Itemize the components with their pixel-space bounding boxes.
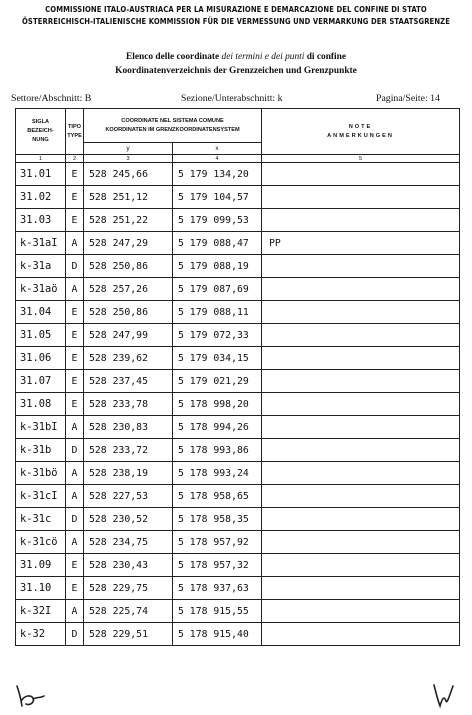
y-coordinate-cell: 528 225,74 xyxy=(84,600,173,623)
x-coordinate-cell: 5 179 104,57 xyxy=(173,186,262,209)
table-row xyxy=(16,600,460,623)
table-row xyxy=(16,439,460,462)
sigla-cell: 31.03 xyxy=(16,209,66,232)
y-coordinate-cell: 528 250,86 xyxy=(84,255,173,278)
sigla-cell: 31.06 xyxy=(16,347,66,370)
x-coordinate-cell: 5 179 034,15 xyxy=(173,347,262,370)
tipo-cell: E xyxy=(66,209,84,232)
page-value: 14 xyxy=(430,93,440,104)
sector-field xyxy=(11,93,91,104)
header-sigla: SIGLA BEZEICH- NUNG xyxy=(16,109,66,155)
table-row xyxy=(16,324,460,347)
y-coordinate-cell: 528 247,99 xyxy=(84,324,173,347)
header-y: y xyxy=(84,143,173,155)
note-cell xyxy=(262,462,460,485)
sigla-cell: 31.02 xyxy=(16,186,66,209)
x-coordinate-cell: 5 178 958,65 xyxy=(173,485,262,508)
table-body xyxy=(16,163,460,646)
page-label: Pagina/Seite: xyxy=(376,93,428,104)
sigla-cell: 31.09 xyxy=(16,554,66,577)
y-coordinate-cell: 528 238,19 xyxy=(84,462,173,485)
list-title-it: Elenco delle coordinate dei termini e dei punti di confine xyxy=(125,52,347,62)
x-coordinate-cell: 5 178 958,35 xyxy=(173,508,262,531)
section-value: k xyxy=(277,93,283,104)
table-row xyxy=(16,577,460,600)
tipo-cell: A xyxy=(66,232,84,255)
header-coordinates: COORDINATE NEL SISTEMA COMUNE KOORDINATEN IM GRENZKOORDINATENSYSTEM xyxy=(84,109,262,143)
note-cell xyxy=(262,485,460,508)
x-coordinate-cell: 5 178 915,40 xyxy=(173,623,262,646)
table-row xyxy=(16,186,460,209)
y-coordinate-cell: 528 251,12 xyxy=(84,186,173,209)
y-coordinate-cell: 528 230,83 xyxy=(84,416,173,439)
sigla-cell: k-31a xyxy=(16,255,66,278)
x-coordinate-cell: 5 179 088,47 xyxy=(173,232,262,255)
header-tipo: TIPO TYPE xyxy=(66,109,84,155)
y-coordinate-cell: 528 230,52 xyxy=(84,508,173,531)
note-cell xyxy=(262,577,460,600)
note-cell: PP xyxy=(262,232,460,255)
tipo-cell: A xyxy=(66,485,84,508)
table-row xyxy=(16,416,460,439)
tipo-cell: A xyxy=(66,462,84,485)
note-cell xyxy=(262,508,460,531)
tipo-cell: D xyxy=(66,623,84,646)
table-row xyxy=(16,370,460,393)
tipo-cell: D xyxy=(66,439,84,462)
table-row xyxy=(16,209,460,232)
y-coordinate-cell: 528 251,22 xyxy=(84,209,173,232)
table-row xyxy=(16,554,460,577)
sigla-cell: k-31cI xyxy=(16,485,66,508)
column-number-row xyxy=(16,155,460,163)
y-coordinate-cell: 528 250,86 xyxy=(84,301,173,324)
table-row xyxy=(16,531,460,554)
tipo-cell: E xyxy=(66,301,84,324)
column-number: 2 xyxy=(66,155,84,163)
table-row xyxy=(16,232,460,255)
tipo-cell: E xyxy=(66,163,84,186)
header-x: x xyxy=(173,143,262,155)
note-cell xyxy=(262,416,460,439)
x-coordinate-cell: 5 179 134,20 xyxy=(173,163,262,186)
tipo-cell: E xyxy=(66,577,84,600)
list-title-de: Koordinatenverzeichnis der Grenzzeichen und Grenzpunkte xyxy=(115,66,357,76)
sigla-cell: k-31bö xyxy=(16,462,66,485)
y-coordinate-cell: 528 229,75 xyxy=(84,577,173,600)
handwritten-signature-right xyxy=(431,681,457,709)
column-number: 5 xyxy=(262,155,460,163)
x-coordinate-cell: 5 178 937,63 xyxy=(173,577,262,600)
sigla-cell: 31.10 xyxy=(16,577,66,600)
table-row xyxy=(16,301,460,324)
sigla-cell: k-31aö xyxy=(16,278,66,301)
sigla-cell: 31.05 xyxy=(16,324,66,347)
y-coordinate-cell: 528 247,29 xyxy=(84,232,173,255)
tipo-cell: A xyxy=(66,600,84,623)
y-coordinate-cell: 528 230,43 xyxy=(84,554,173,577)
tipo-cell: E xyxy=(66,347,84,370)
x-coordinate-cell: 5 178 994,26 xyxy=(173,416,262,439)
table-row xyxy=(16,255,460,278)
note-cell xyxy=(262,278,460,301)
x-coordinate-cell: 5 179 088,19 xyxy=(173,255,262,278)
note-cell xyxy=(262,324,460,347)
y-coordinate-cell: 528 237,45 xyxy=(84,370,173,393)
page-field xyxy=(376,93,440,104)
sigla-cell: 31.01 xyxy=(16,163,66,186)
note-cell xyxy=(262,186,460,209)
y-coordinate-cell: 528 245,66 xyxy=(84,163,173,186)
x-coordinate-cell: 5 179 021,29 xyxy=(173,370,262,393)
coordinates-table xyxy=(15,108,460,646)
table-row xyxy=(16,347,460,370)
sigla-cell: 31.08 xyxy=(16,393,66,416)
table-row xyxy=(16,508,460,531)
sigla-cell: k-31b xyxy=(16,439,66,462)
note-cell xyxy=(262,531,460,554)
tipo-cell: E xyxy=(66,393,84,416)
x-coordinate-cell: 5 179 088,11 xyxy=(173,301,262,324)
x-coordinate-cell: 5 179 072,33 xyxy=(173,324,262,347)
column-number: 1 xyxy=(16,155,66,163)
x-coordinate-cell: 5 178 998,20 xyxy=(173,393,262,416)
column-number: 4 xyxy=(173,155,262,163)
sigla-cell: k-31bI xyxy=(16,416,66,439)
sigla-cell: k-31aI xyxy=(16,232,66,255)
x-coordinate-cell: 5 178 957,92 xyxy=(173,531,262,554)
note-cell xyxy=(262,301,460,324)
sigla-cell: k-32I xyxy=(16,600,66,623)
y-coordinate-cell: 528 229,51 xyxy=(84,623,173,646)
y-coordinate-cell: 528 233,72 xyxy=(84,439,173,462)
table-row xyxy=(16,393,460,416)
tipo-cell: E xyxy=(66,370,84,393)
note-cell xyxy=(262,163,460,186)
commission-title-de: ÖSTERREICHISCH-ITALIENISCHE KOMMISSION FÜR DIE VERMESSUNG UND VERMARKUNG DER STAATSGRENZE xyxy=(22,17,450,26)
tipo-cell: A xyxy=(66,531,84,554)
y-coordinate-cell: 528 234,75 xyxy=(84,531,173,554)
y-coordinate-cell: 528 239,62 xyxy=(84,347,173,370)
x-coordinate-cell: 5 178 993,86 xyxy=(173,439,262,462)
section-field xyxy=(181,93,283,104)
tipo-cell: E xyxy=(66,324,84,347)
x-coordinate-cell: 5 178 915,55 xyxy=(173,600,262,623)
header-note: NOTE ANMERKUNGEN xyxy=(262,109,460,155)
y-coordinate-cell: 528 257,26 xyxy=(84,278,173,301)
tipo-cell: E xyxy=(66,554,84,577)
sigla-cell: k-31cö xyxy=(16,531,66,554)
note-cell xyxy=(262,255,460,278)
tipo-cell: A xyxy=(66,416,84,439)
tipo-cell: D xyxy=(66,255,84,278)
column-number: 3 xyxy=(84,155,173,163)
note-cell xyxy=(262,439,460,462)
y-coordinate-cell: 528 227,53 xyxy=(84,485,173,508)
note-cell xyxy=(262,393,460,416)
sigla-cell: k-31c xyxy=(16,508,66,531)
x-coordinate-cell: 5 178 957,32 xyxy=(173,554,262,577)
note-cell xyxy=(262,600,460,623)
tipo-cell: A xyxy=(66,278,84,301)
handwritten-signature-left xyxy=(13,683,47,709)
tipo-cell: E xyxy=(66,186,84,209)
x-coordinate-cell: 5 179 087,69 xyxy=(173,278,262,301)
section-label: Sezione/Unterabschnitt: xyxy=(181,93,276,104)
sigla-cell: 31.04 xyxy=(16,301,66,324)
table-row xyxy=(16,278,460,301)
table-row xyxy=(16,485,460,508)
table-header-row xyxy=(16,109,460,143)
table-row xyxy=(16,623,460,646)
commission-title-it: COMMISSIONE ITALO-AUSTRIACA PER LA MISURAZIONE E DEMARCAZIONE DEL CONFINE DI STATO xyxy=(45,5,427,14)
sigla-cell: k-32 xyxy=(16,623,66,646)
sector-value: B xyxy=(84,93,92,104)
y-coordinate-cell: 528 233,78 xyxy=(84,393,173,416)
note-cell xyxy=(262,347,460,370)
sigla-cell: 31.07 xyxy=(16,370,66,393)
tipo-cell: D xyxy=(66,508,84,531)
table-row xyxy=(16,163,460,186)
note-cell xyxy=(262,623,460,646)
table-row xyxy=(16,462,460,485)
x-coordinate-cell: 5 179 099,53 xyxy=(173,209,262,232)
note-cell xyxy=(262,370,460,393)
note-cell xyxy=(262,554,460,577)
note-cell xyxy=(262,209,460,232)
x-coordinate-cell: 5 178 993,24 xyxy=(173,462,262,485)
sector-label: Settore/Abschnitt: xyxy=(11,93,83,104)
